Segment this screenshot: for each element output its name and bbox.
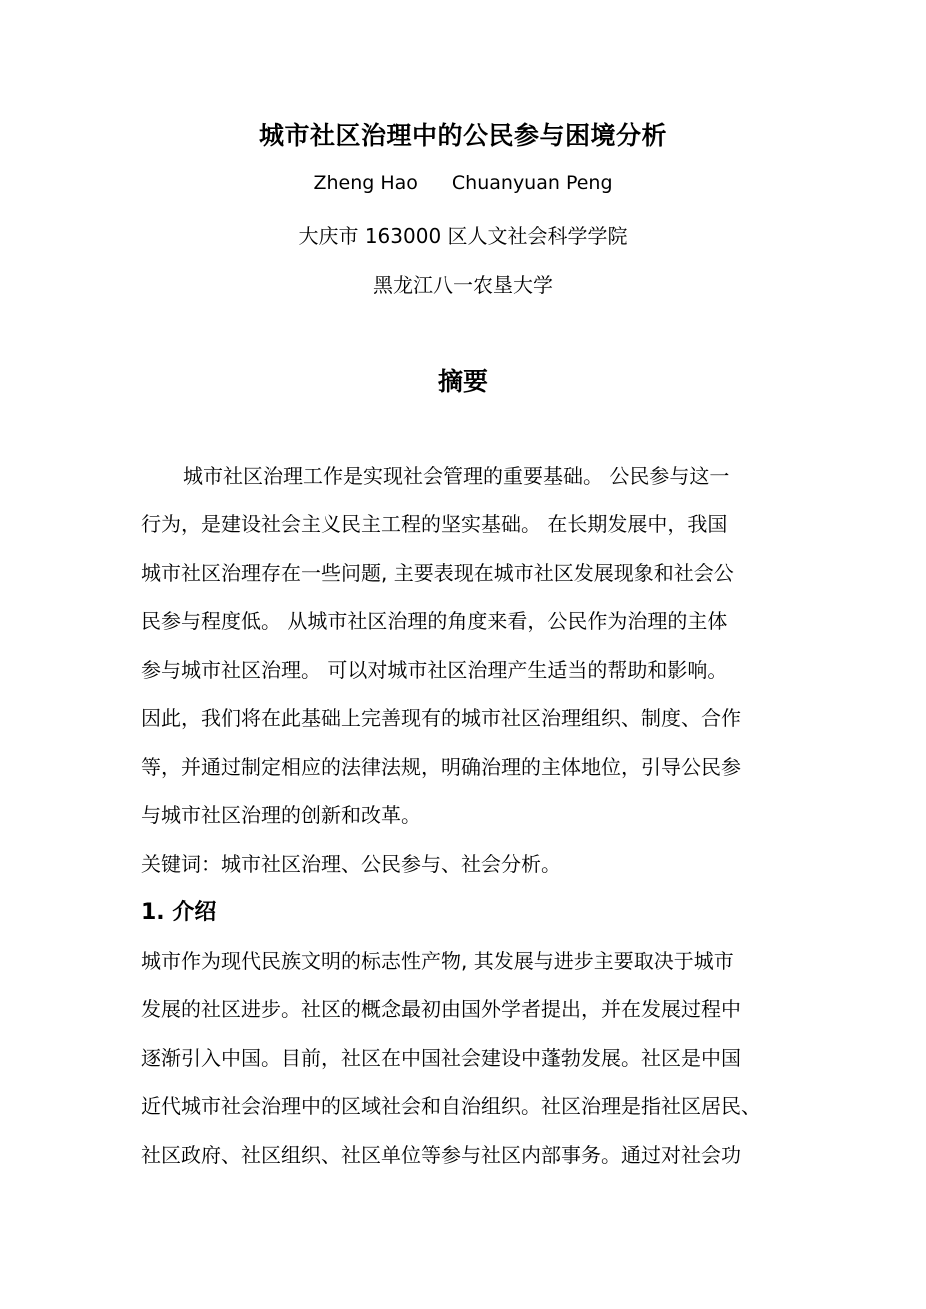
body-line: 社区政府、社区组织、社区单位等参与社区内部事务。通过对社会功 [141, 1143, 741, 1167]
abstract-line: 与城市社区治理的创新和改革。 [141, 803, 421, 827]
abstract-line: 因此，我们将在此基础上完善现有的城市社区治理组织、制度、合作 [141, 706, 741, 730]
abstract-line: 民参与程度低。 从城市社区治理的角度来看，公民作为治理的主体 [141, 609, 728, 633]
abstract-line: 城市社区治理工作是实现社会管理的重要基础。 公民参与这一 [183, 464, 730, 488]
author-name: Chuanyuan Peng [451, 172, 613, 194]
affiliation-line: 大庆市 163000 区人文社会科学学院 [298, 224, 628, 248]
abstract-heading: 摘要 [437, 367, 488, 396]
body-line: 逐渐引入中国。目前，社区在中国社会建设中蓬勃发展。社区是中国 [141, 1046, 741, 1070]
abstract-line: 参与城市社区治理。 可以对城市社区治理产生适当的帮助和影响。 [141, 658, 728, 682]
abstract-line: 等，并通过制定相应的法律法规，明确治理的主体地位，引导公民参 [141, 755, 741, 779]
abstract-line: 行为，是建设社会主义民主工程的坚实基础。 在长期发展中，我国 [141, 512, 728, 536]
affiliation-line: 黑龙江八一农垦大学 [373, 273, 553, 297]
paper-title: 城市社区治理中的公民参与困境分析 [258, 121, 667, 150]
author-name: Zheng Hao [313, 172, 418, 194]
body-line: 发展的社区进步。社区的概念最初由国外学者提出，并在发展过程中 [141, 997, 741, 1021]
keywords-line: 关键词：城市社区治理、公民参与、社会分析。 [141, 852, 561, 876]
abstract-line: 城市社区治理存在一些问题, 主要表现在城市社区发展现象和社会公 [141, 561, 734, 585]
section-heading: 1. 介绍 [141, 900, 217, 925]
body-line: 近代城市社会治理中的区域社会和自治组织。社区治理是指社区居民、 [141, 1094, 761, 1118]
body-line: 城市作为现代民族文明的标志性产物, 其发展与进步主要取决于城市 [141, 949, 734, 973]
author-list [0, 172, 926, 194]
